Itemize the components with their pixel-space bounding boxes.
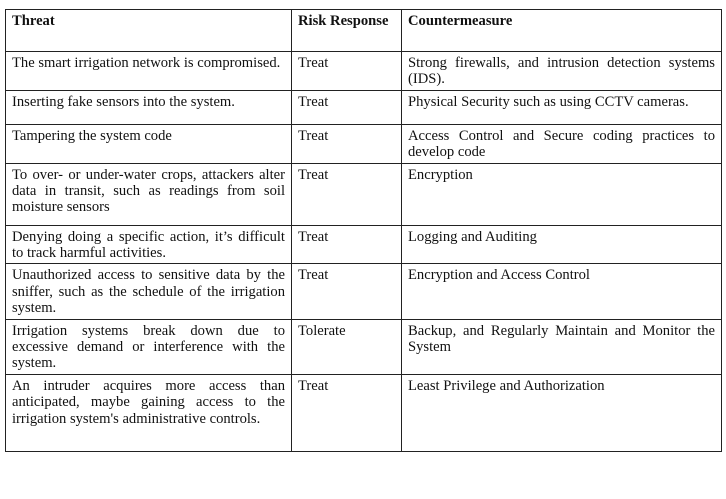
threat-cell: Unauthorized access to sensitive data by the sniffer, such as the schedule of the irrigation system.: [6, 264, 292, 319]
header-risk-response: Risk Response: [292, 10, 402, 52]
risk-response-cell: Treat: [292, 163, 402, 225]
risk-response-cell: Treat: [292, 124, 402, 163]
risk-response-cell: Treat: [292, 374, 402, 451]
risk-response-cell: Treat: [292, 52, 402, 91]
countermeasure-cell: Encryption: [402, 163, 722, 225]
table-row: [6, 264, 722, 319]
risk-response-cell: Tolerate: [292, 319, 402, 374]
countermeasure-cell: Logging and Auditing: [402, 225, 722, 264]
table-row: [6, 225, 722, 264]
table-row: [6, 90, 722, 124]
countermeasure-cell: Access Control and Secure coding practices to develop code: [402, 124, 722, 163]
countermeasure-cell: Least Privilege and Authorization: [402, 374, 722, 451]
threat-cell: To over- or under-water crops, attackers alter data in transit, such as readings from soil moisture sensors: [6, 163, 292, 225]
table-header-row: [6, 10, 722, 52]
threat-table-container: [5, 9, 721, 452]
table-row: [6, 124, 722, 163]
countermeasure-cell: Backup, and Regularly Maintain and Monitor the System: [402, 319, 722, 374]
countermeasure-cell: Physical Security such as using CCTV cameras.: [402, 90, 722, 124]
threat-cell: Denying doing a specific action, it’s difficult to track harmful activities.: [6, 225, 292, 264]
threat-risk-table: [5, 9, 722, 452]
header-countermeasure: Countermeasure: [402, 10, 722, 52]
countermeasure-cell: Strong firewalls, and intrusion detection systems (IDS).: [402, 52, 722, 91]
threat-cell: An intruder acquires more access than anticipated, maybe gaining access to the irrigation system's administrative controls.: [6, 374, 292, 451]
table-row: [6, 319, 722, 374]
table-row: [6, 163, 722, 225]
risk-response-cell: Treat: [292, 264, 402, 319]
risk-response-cell: Treat: [292, 90, 402, 124]
table-row: [6, 52, 722, 91]
threat-cell: Tampering the system code: [6, 124, 292, 163]
countermeasure-cell: Encryption and Access Control: [402, 264, 722, 319]
table-row: [6, 374, 722, 451]
threat-cell: The smart irrigation network is compromised.: [6, 52, 292, 91]
threat-cell: Inserting fake sensors into the system.: [6, 90, 292, 124]
threat-cell: Irrigation systems break down due to excessive demand or interference with the system.: [6, 319, 292, 374]
header-threat: Threat: [6, 10, 292, 52]
risk-response-cell: Treat: [292, 225, 402, 264]
